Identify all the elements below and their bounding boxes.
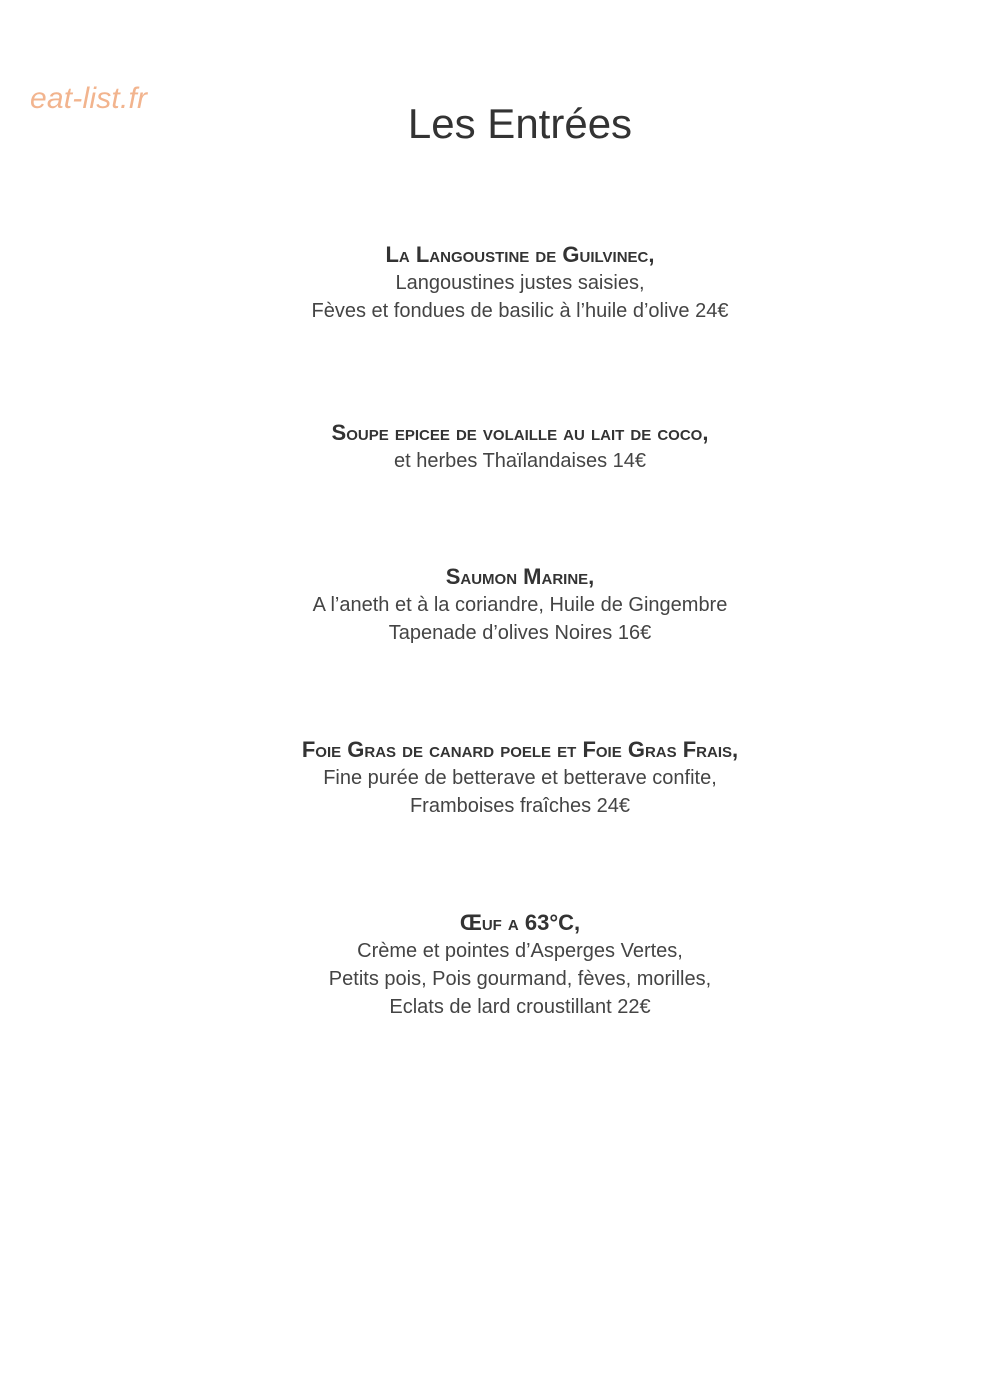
dish-name: Foie Gras de canard poele et Foie Gras Frais, (301, 737, 739, 762)
page-title: Les Entrées (407, 100, 633, 147)
dish-description-line: Petits pois, Pois gourmand, fèves, morilles, (328, 968, 712, 990)
dish-description-line: A l’aneth et à la coriandre, Huile de Gingembre (312, 594, 728, 616)
dish-item (0, 908, 989, 1021)
dish-description-line: Eclats de lard croustillant 22€ (389, 996, 651, 1018)
dish-description-line: Framboises fraîches 24€ (409, 795, 631, 817)
dish-description-line: et herbes Thaïlandaises 14€ (393, 450, 647, 472)
dish-description-line: Crème et pointes d’Asperges Vertes, (357, 940, 683, 962)
dish-name: La Langoustine de Guilvinec, (385, 242, 655, 267)
dish-item (0, 562, 989, 647)
dish-name: Saumon Marine, (445, 564, 595, 589)
dish-item (0, 735, 989, 820)
dish-description-line: Tapenade d’olives Noires 16€ (388, 622, 652, 644)
dish-name: Œuf a 63°C, (459, 910, 581, 935)
dish-description-line: Langoustines justes saisies, (395, 272, 645, 294)
dish-description-line: Fèves et fondues de basilic à l’huile d’olive 24€ (311, 300, 729, 322)
dish-item (0, 418, 989, 475)
watermark-logo: eat-list.fr (30, 82, 148, 115)
dish-description-line: Fine purée de betterave et betterave confite, (323, 767, 717, 789)
dish-name: Soupe epicee de volaille au lait de coco, (331, 420, 709, 445)
dish-item (0, 240, 989, 325)
dish-list (0, 240, 989, 1021)
